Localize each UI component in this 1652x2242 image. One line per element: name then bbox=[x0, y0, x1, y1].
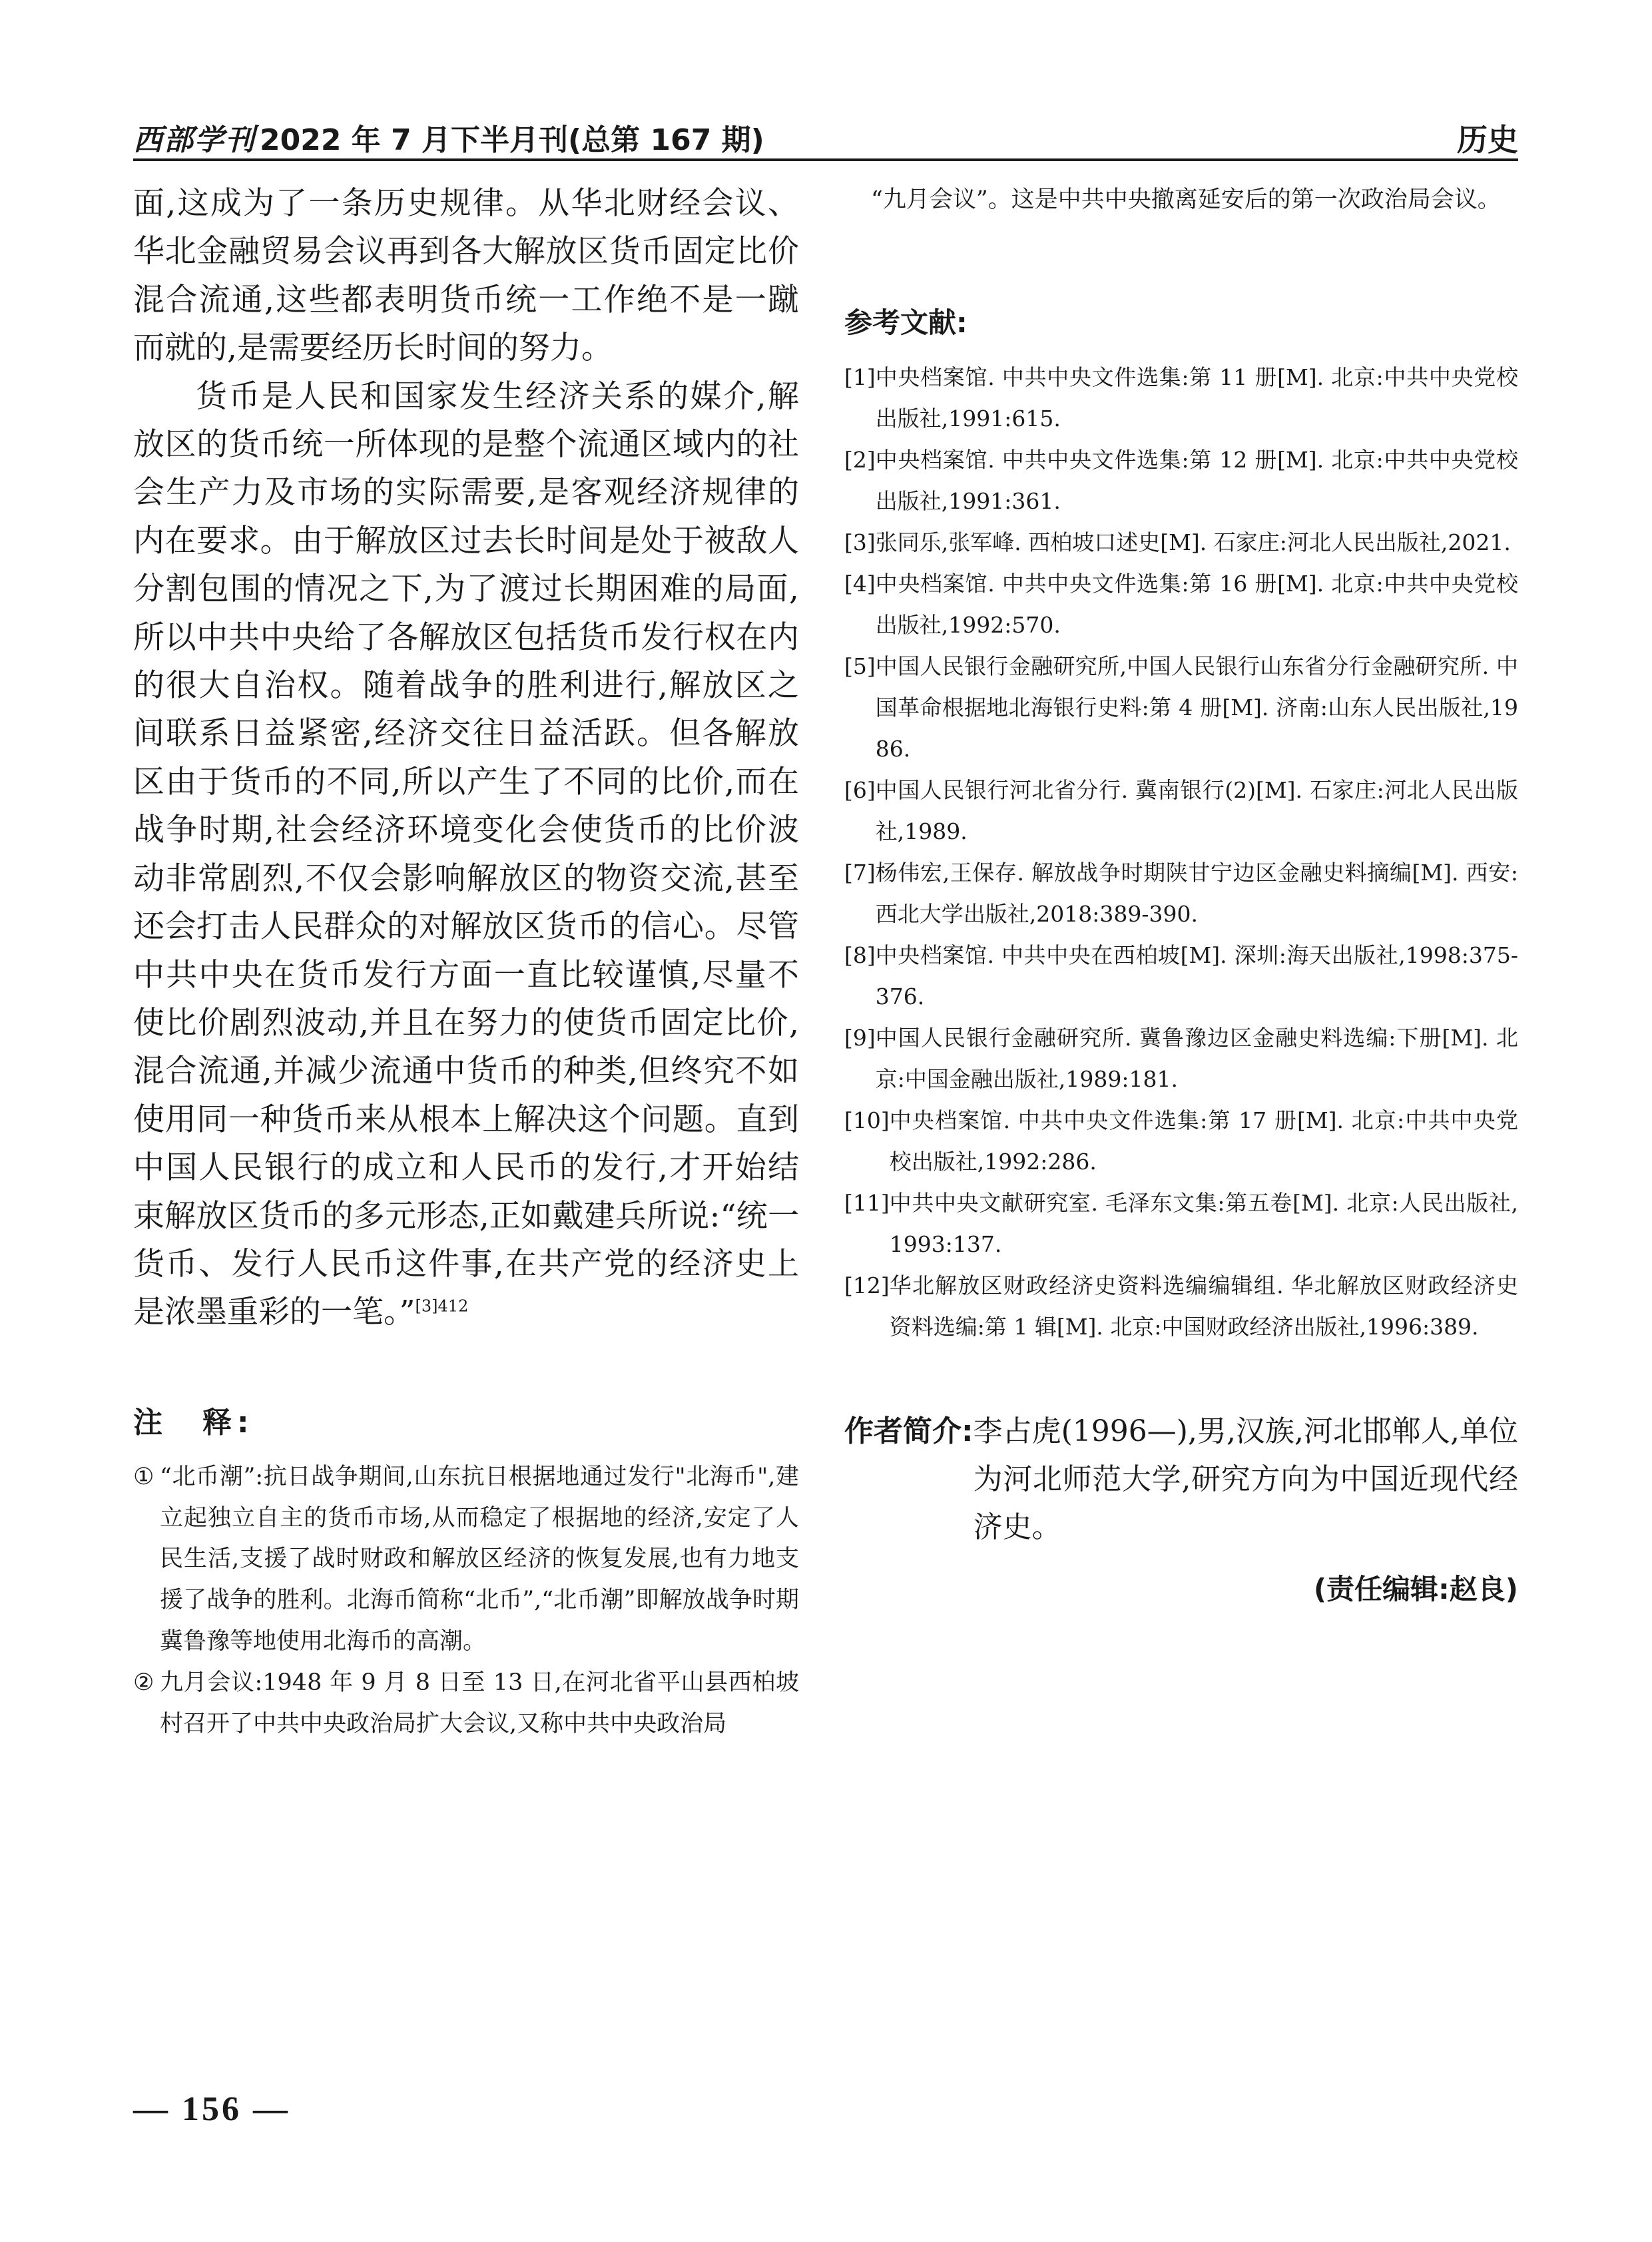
reference-text: 中央档案馆. 中共中央文件选集:第 12 册[M]. 北京:中共中央党校出版社,1991:361. bbox=[875, 446, 1518, 514]
reference-text: 杨伟宏,王保存. 解放战争时期陕甘宁边区金融史料摘编[M]. 西安:西北大学出版社,2018:389-390. bbox=[875, 859, 1518, 927]
section-label: 历史 bbox=[1457, 122, 1518, 158]
reference-item bbox=[844, 357, 1518, 439]
reference-item bbox=[844, 563, 1518, 646]
right-column bbox=[844, 180, 1518, 1607]
note-continuation: “九月会议”。这是中共中央撤离延安后的第一次政治局会议。 bbox=[871, 186, 1501, 213]
reference-text: 中国人民银行金融研究所,中国人民银行山东省分行金融研究所. 中国革命根据地北海银行史料:第 4 册[M]. 济南:山东人民出版社,1986. bbox=[875, 653, 1518, 762]
journal-issue bbox=[133, 116, 764, 158]
reference-number: [8] bbox=[844, 942, 876, 968]
reference-text: 张同乐,张军峰. 西柏坡口述史[M]. 石家庄:河北人民出版社,2021. bbox=[875, 529, 1511, 555]
note-mark: ② bbox=[133, 1669, 154, 1696]
reference-number: [10] bbox=[844, 1107, 890, 1133]
reference-list bbox=[844, 357, 1518, 1348]
running-header bbox=[133, 112, 1518, 161]
page-number: — 156 — bbox=[133, 2090, 290, 2128]
reference-number: [1] bbox=[844, 364, 876, 390]
reference-text: 中央档案馆. 中共中央文件选集:第 17 册[M]. 北京:中共中央党校出版社,1992:286. bbox=[889, 1107, 1518, 1175]
citation: [3]412 bbox=[415, 1296, 469, 1316]
note-text: 九月会议:1948 年 9 月 8 日至 13 日,在河北省平山县西柏坡村召开了中共中央政治局扩大会议,又称中共中央政治局 bbox=[160, 1669, 799, 1737]
reference-number: [11] bbox=[844, 1189, 890, 1216]
reference-number: [4] bbox=[844, 570, 876, 597]
note-item bbox=[133, 1663, 799, 1745]
references-heading: 参考文献: bbox=[844, 306, 967, 339]
reference-item bbox=[844, 646, 1518, 770]
reference-text: 中央档案馆. 中共中央文件选集:第 11 册[M]. 北京:中共中央党校出版社,1991:615. bbox=[875, 364, 1518, 431]
note-mark: ① bbox=[133, 1463, 154, 1490]
reference-item bbox=[844, 770, 1518, 852]
reference-number: [6] bbox=[844, 776, 876, 803]
responsible-editor: (责任编辑:赵良) bbox=[1313, 1572, 1518, 1605]
notes-heading: 注 释: bbox=[133, 1405, 254, 1440]
reference-number: [2] bbox=[844, 446, 876, 473]
reference-number: [7] bbox=[844, 859, 876, 886]
journal-logo: 西部学刊 bbox=[133, 123, 256, 157]
reference-number: [12] bbox=[844, 1272, 890, 1298]
reference-item bbox=[844, 522, 1518, 563]
reference-item bbox=[844, 439, 1518, 522]
reference-text: 中央档案馆. 中共中央在西柏坡[M]. 深圳:海天出版社,1998:375-376. bbox=[875, 942, 1518, 1009]
author-bio-label: 作者简介: bbox=[844, 1414, 973, 1448]
reference-text: 中国人民银行河北省分行. 冀南银行(2)[M]. 石家庄:河北人民出版社,1989. bbox=[875, 776, 1518, 844]
reference-text: 中共中央文献研究室. 毛泽东文集:第五卷[M]. 北京:人民出版社,1993:137. bbox=[889, 1189, 1518, 1257]
note-item bbox=[133, 1457, 799, 1663]
reference-item bbox=[844, 1017, 1518, 1100]
reference-item bbox=[844, 1183, 1518, 1265]
reference-item bbox=[844, 852, 1518, 935]
reference-text: 中国人民银行金融研究所. 冀鲁豫边区金融史料选编:下册[M]. 北京:中国金融出版社,1989:181. bbox=[875, 1024, 1518, 1092]
reference-number: [5] bbox=[844, 653, 876, 679]
body-paragraph bbox=[133, 373, 799, 1337]
reference-text: 中央档案馆. 中共中央文件选集:第 16 册[M]. 北京:中共中央党校出版社,1992:570. bbox=[875, 570, 1518, 638]
left-column bbox=[133, 180, 799, 1745]
note-text: “北币潮”:抗日战争期间,山东抗日根据地通过发行"北海币",建立起独立自主的货币市场,从而稳定了根据地的经济,安定了人民生活,支援了战时财政和解放区经济的恢复发展,也有力地支援了战争的胜利。北海币简称“北币”,“北币潮”即解放战争时期冀鲁豫等地使用北海币的高潮。 bbox=[160, 1463, 799, 1655]
body-paragraph: 面,这成为了一条历史规律。从华北财经会议、华北金融贸易会议再到各大解放区货币固定比价混合流通,这些都表明货币统一工作绝不是一蹴而就的,是需要经历长时间的努力。 bbox=[133, 185, 799, 367]
reference-item bbox=[844, 1265, 1518, 1348]
author-bio-text: 李占虎(1996—),男,汉族,河北邯郸人,单位为河北师范大学,研究方向为中国近现代经济史。 bbox=[973, 1414, 1518, 1544]
author-bio bbox=[844, 1408, 1518, 1551]
reference-text: 华北解放区财政经济史资料选编编辑组. 华北解放区财政经济史资料选编:第 1 辑[M]. 北京:中国财政经济出版社,1996:389. bbox=[889, 1272, 1518, 1340]
reference-item bbox=[844, 1100, 1518, 1183]
reference-number: [9] bbox=[844, 1024, 876, 1051]
reference-item bbox=[844, 935, 1518, 1017]
body-text: 货币是人民和国家发生经济关系的媒介,解放区的货币统一所体现的是整个流通区域内的社会生产力及市场的实际需要,是客观经济规律的内在要求。由于解放区过去长时间是处于被敌人分割包围的情况之下,为了渡过长期困难的局面,所以中共中央给了各解放区包括货币发行权在内的很大自治权。随着战争的胜利进行,解放区之间联系日益紧密,经济交往日益活跃。但各解放区由于货币的不同,所以产生了不同的比价,而在战争时期,社会经济环境变化会使货币的比价波动非常剧烈,不仅会影响解放区的物资交流,甚至还会打击人民群众的对解放区货币的信心。尽管中共中央在货币发行方面一直比较谨慎,尽量不使比价剧烈波动,并且在努力的使货币固定比价,混合流通,并减少流通中货币的种类,但终究不如使用同一种货币来从根本上解决这个问题。直到中国人民银行的成立和人民币的发行,才开始结束解放区货币的多元形态,正如戴建兵所说:“统一货币、发行人民币这件事,在共产党的经济史上是浓墨重彩的一笔。” bbox=[133, 378, 799, 1331]
issue-label: 2022 年 7 月下半月刊(总第 167 期) bbox=[260, 123, 764, 157]
reference-number: [3] bbox=[844, 529, 876, 555]
